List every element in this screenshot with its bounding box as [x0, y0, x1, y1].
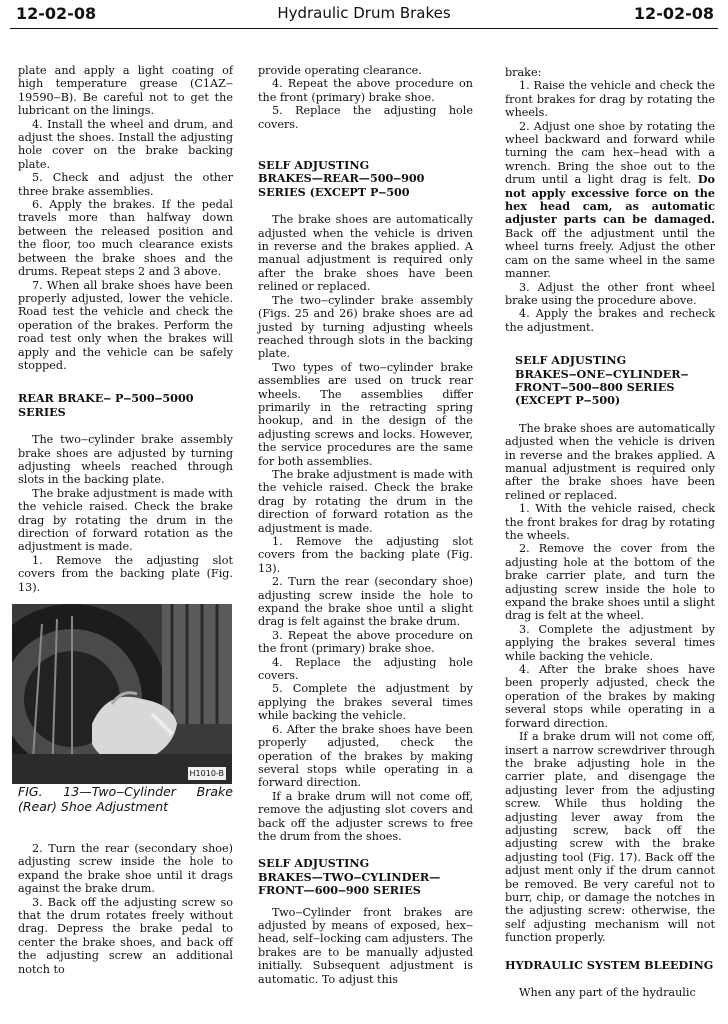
heading-line: FRONT‒500‒800 SERIES	[515, 379, 675, 394]
paragraph: plate and apply a light coating of high temperature grease (C1AZ‒19590‒B). Be careful not to get the lubricant on the linings.	[18, 64, 233, 118]
heading-line: BRAKES—TWO‒CYLINDER—	[258, 869, 441, 884]
figure-caption-text: —Two‒Cylinder Brake (Rear) Shoe Adjustment	[18, 784, 233, 815]
paragraph: 3. Complete the adjustment by applying the brakes several times while backing the vehicle.	[505, 622, 715, 663]
heading-line: REAR BRAKE‒ P‒500‒5000	[18, 391, 194, 406]
section-heading	[18, 392, 233, 419]
paragraph: If a brake drum will not come off, remove the adjusting slot covers and back off the adjuster screws to free the drum from the shoes.	[258, 789, 473, 843]
paragraph-text: 2. Adjust one shoe by rotating the wheel backward and forward while turning the cam hex‒head with a wrench. Bring the shoe out to the drum until a light drag is felt.	[505, 119, 715, 187]
paragraph: 6. After the brake shoes have been properly adjusted, check the operation of the brakes by making several stops while operating in a forward direction.	[258, 722, 473, 790]
paragraph: 4. Install the wheel and drum, and adjust the shoes. Install the adjusting hole cover on the brake backing plate.	[18, 117, 233, 171]
paragraph: 1. Remove the adjusting slot covers from the backing plate (Fig. 13).	[258, 535, 473, 575]
paragraph: 1. With the vehicle raised, check the front brakes for drag by rotating the wheels.	[505, 502, 715, 542]
paragraph: 5. Check and adjust the other three brake assemblies.	[18, 171, 233, 198]
heading-line: SERIES (EXCEPT P‒500	[258, 184, 410, 199]
paragraph: 6. Apply the brakes. If the pedal travels more than halfway down between the released position and the floor, too much clearance exists between the brake shoes and the drums. Repeat steps 2 and 3 above.	[18, 198, 233, 279]
paragraph: brake:	[505, 66, 542, 79]
header-title: Hydraulic Drum Brakes	[277, 4, 451, 22]
paragraph	[505, 120, 715, 281]
column-1	[18, 64, 233, 976]
paragraph: 3. Back off the adjusting screw so that the drum rotates freely without drag. Depress the brake pedal to center the brake shoes, and back off the adjusting screw an additional notch to	[18, 895, 233, 976]
heading-line: (EXCEPT P‒500)	[515, 393, 621, 408]
page-number-right: 12-02-08	[633, 4, 714, 23]
figure-id: H1010-B	[188, 767, 226, 780]
column-3	[505, 66, 715, 999]
paragraph: When any part of the hydraulic	[519, 986, 696, 999]
paragraph: 5. Replace the adjusting hole covers.	[258, 104, 473, 131]
column-2	[258, 64, 473, 986]
heading-line: SERIES	[18, 404, 66, 419]
heading-line: SELF ADJUSTING	[258, 158, 370, 173]
section-heading	[505, 354, 715, 408]
paragraph: If a brake drum will not come off, insert a narrow screwdriver through the brake adjusting hole in the carrier plate, and disengage the adjusting lever from the adjusting screw. While thus holding the adjusting lever away from the adjusting screw, back off the adjusting screw with the brake adjusting tool (Fig. 17). Back off the adjust ment only if the drum cannot be removed. Be very careful not to burr, chip, or damage the notches in the adjusting screw: otherwise, the self adjusting mechanism will not function properly.	[505, 730, 715, 945]
paragraph: 4. Replace the adjusting hole covers.	[258, 655, 473, 683]
paragraph: 7. When all brake shoes have been properly adjusted, lower the vehicle. Road test the vehicle and check the operation of the brakes. Perform the road test only when the brakes will apply and the vehicle can be safely stopped.	[18, 278, 233, 372]
heading-line: SELF ADJUSTING	[515, 353, 627, 368]
paragraph: 3. Adjust the other front wheel brake using the procedure above.	[505, 280, 715, 307]
paragraph: Two types of two‒cylinder brake assemblies are used on truck rear wheels. The assemblies differ primarily in the retracting spring hookup, and in the design of the adjusting screws and locks. However, the service procedures are the same for both assemblies.	[258, 360, 473, 468]
paragraph-text: Back off the adjustment until the wheel turns freely. Adjust the other cam on the same wheel in the same manner.	[505, 226, 715, 281]
heading-line: FRONT—600‒900 SERIES	[258, 883, 421, 898]
paragraph: 1. Raise the vehicle and check the front brakes for drag by rotating the wheels.	[505, 79, 715, 120]
section-heading	[258, 159, 473, 199]
paragraph: 4. Apply the brakes and recheck the adjustment.	[505, 307, 715, 334]
brake-adjustment-photo-icon	[12, 604, 232, 784]
section-heading	[258, 857, 473, 897]
paragraph: 4. Repeat the above procedure on the front (primary) brake shoe.	[258, 77, 473, 104]
paragraph: 3. Repeat the above procedure on the front (primary) brake shoe.	[258, 628, 473, 656]
paragraph: The two‒cylinder brake assembly (Figs. 25 and 26) brake shoes are ad justed by turning adjusting wheels reached through slots in the backing plate.	[258, 293, 473, 361]
section-heading: HYDRAULIC SYSTEM BLEEDING	[505, 957, 714, 972]
page-header	[10, 4, 718, 29]
paragraph: The brake shoes are automatically adjusted when the vehicle is driven in reverse and the brakes applied. A manual adjustment is required only after the brake shoes have been relined or replaced.	[258, 213, 473, 294]
paragraph: 2. Turn the rear (secondary shoe) adjusting screw inside the hole to expand the brake shoe until it drags against the brake drum.	[18, 842, 233, 896]
figure-13-photo	[12, 604, 232, 784]
paragraph: 1. Remove the adjusting slot covers from the backing plate (Fig. 13).	[18, 553, 233, 594]
paragraph: The two‒cylinder brake assembly brake shoes are adjusted by turning adjusting wheels reached through slots in the backing plate.	[18, 433, 233, 487]
heading-line: SELF ADJUSTING	[258, 856, 370, 871]
warning-text: Do not apply excessive force on the hex head cam, as automatic adjuster parts can be damaged.	[505, 172, 715, 227]
paragraph: provide operating clearance.	[258, 64, 422, 77]
page-number-left: 12-02-08	[16, 4, 97, 23]
paragraph: 5. Complete the adjustment by applying the brakes several times while backing the vehicle.	[258, 682, 473, 723]
heading-line: BRAKES—REAR—500‒900	[258, 171, 425, 186]
paragraph: The brake shoes are automatically adjusted when the vehicle is driven in reverse and the brakes applied. A manual adjustment is required only after the brake shoes have been relined or replaced.	[505, 421, 715, 502]
heading-line: BRAKES‒ONE‒CYLINDER‒	[515, 366, 689, 381]
paragraph: Two‒Cylinder front brakes are adjusted by means of exposed, hex‒head, self‒locking cam adjusters. The brakes are to be manually adjusted initially. Subsequent adjustment is automatic. To adjust this	[258, 905, 473, 986]
paragraph: 4. After the brake shoes have been properly adjusted, check the operation of the brakes by making several stops while operating in a forward direction.	[505, 663, 715, 730]
figure-label: FIG. 13	[18, 784, 80, 800]
paragraph: 2. Turn the rear (secondary shoe) adjusting screw inside the hole to expand the brake shoe until a slight drag is felt against the brake drum.	[258, 575, 473, 629]
paragraph: The brake adjustment is made with the vehicle raised. Check the brake drag by rotating the drum in the direction of forward rotation as the adjustment is made.	[258, 467, 473, 535]
paragraph: 2. Remove the cover from the adjusting hole at the bottom of the brake carrier plate, and turn the adjusting screw inside the hole to expand the brake shoes until a slight drag is felt at the wheel.	[505, 542, 715, 623]
figure-caption	[18, 784, 233, 814]
paragraph: The brake adjustment is made with the vehicle raised. Check the brake drag by rotating the drum in the direction of forward rotation as the adjustment is made.	[18, 486, 233, 554]
